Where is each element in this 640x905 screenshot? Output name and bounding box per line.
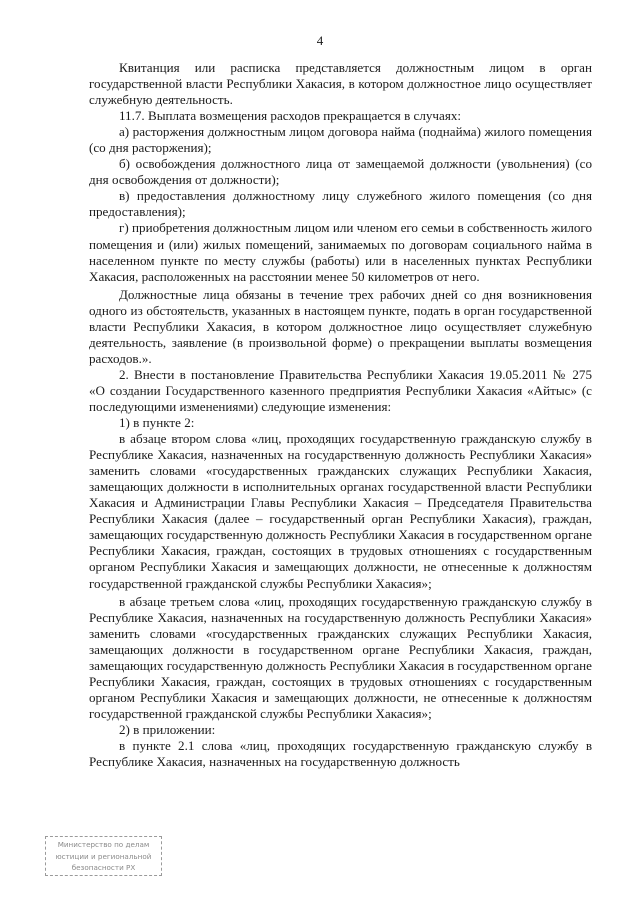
stamp-line: безопасности РХ <box>71 863 136 872</box>
paragraph-abzac-3: в абзаце третьем слова «лиц, проходящих государственную гражданскую службу в Республике Хакасия, назначенных на государственную должность Республики Хакасия» заменить словами «государственных гражданских служащих Республики Хакасия, замещающих должности в государственном органе Республики Хакасия, граждан, замещающих государственную должность Республики Хакасия в государственном органе Республики Хакасия, граждан, состоящих в трудовых отношениях с государственным органом Республики Хакасия и замещающих должности, не отнесенные к должностям государственной гражданской службы Республики Хакасия»; <box>89 593 592 721</box>
page-number: 4 <box>316 33 324 48</box>
document-body <box>89 60 592 770</box>
paragraph-point-1: 1) в пункте 2: <box>119 415 195 431</box>
stamp-line: Министерство по делам <box>57 840 150 849</box>
paragraph-item-v: в) предоставления должностному лицу служебного жилого помещения (со дня предоставления); <box>89 188 592 220</box>
paragraph-point-2: 2) в приложении: <box>119 721 216 737</box>
registration-stamp <box>45 836 162 876</box>
paragraph-11-7: 11.7. Выплата возмещения расходов прекращается в случаях: <box>119 108 462 124</box>
paragraph-item-g: г) приобретения должностным лицом или членом его семьи в собственность жилого помещения и (или) жилых помещений, занимаемых по договорам социального найма в населенном пункте по месту службы (работы) или в населенных пунктах Республики Хакасия, расположенных на расстоянии менее 50 километров от него. <box>89 220 592 284</box>
paragraph-section-2: 2. Внести в постановление Правительства Республики Хакасия 19.05.2011 № 275 «О создании Государственного казенного предприятия Республики Хакасия «Айтыс» (с последующими изменениями) следующие изменения: <box>89 366 592 414</box>
paragraph-obligation: Должностные лица обязаны в течение трех рабочих дней со дня возникновения одного из обстоятельств, указанных в настоящем пункте, подать в орган государственной власти Республики Хакасия, в котором должностное лицо осуществляет служебную деятельность, заявление (в произвольной форме) о прекращении выплаты возмещения расходов.». <box>89 286 592 366</box>
paragraph-receipt: Квитанция или расписка представляется должностным лицом в орган государственной власти Республики Хакасия, в котором должностное лицо осуществляет служебную деятельность. <box>89 60 592 108</box>
paragraph-item-b: б) освобождения должностного лица от замещаемой должности (увольнения) (со дня освобождения от должности); <box>89 156 592 188</box>
paragraph-item-a: а) расторжения должностным лицом договора найма (поднайма) жилого помещения (со дня расторжения); <box>89 124 592 156</box>
stamp-line: юстиции и региональной <box>55 851 152 861</box>
paragraph-point-2-1: в пункте 2.1 слова «лиц, проходящих государственную гражданскую службу в Республике Хакасия, назначенных на государственную должность <box>89 737 592 770</box>
paragraph-abzac-2: в абзаце втором слова «лиц, проходящих государственную гражданскую службу в Республике Хакасия, назначенных на государственную должность Республики Хакасия» заменить словами «государственных гражданских служащих Республики Хакасия, замещающих должности в исполнительных органах государственной власти Республики Хакасия и Администрации Главы Республики Хакасия – Председателя Правительства Республики Хакасия (далее – государственный орган Республики Хакасия), граждан, замещающих государственную должность Республики Хакасия в государственном органе Республики Хакасия, граждан, состоящих в трудовых отношениях с государственным органом Республики Хакасия и замещающих должности, не отнесенные к должностям государственной гражданской службы Республики Хакасия»; <box>89 431 592 591</box>
